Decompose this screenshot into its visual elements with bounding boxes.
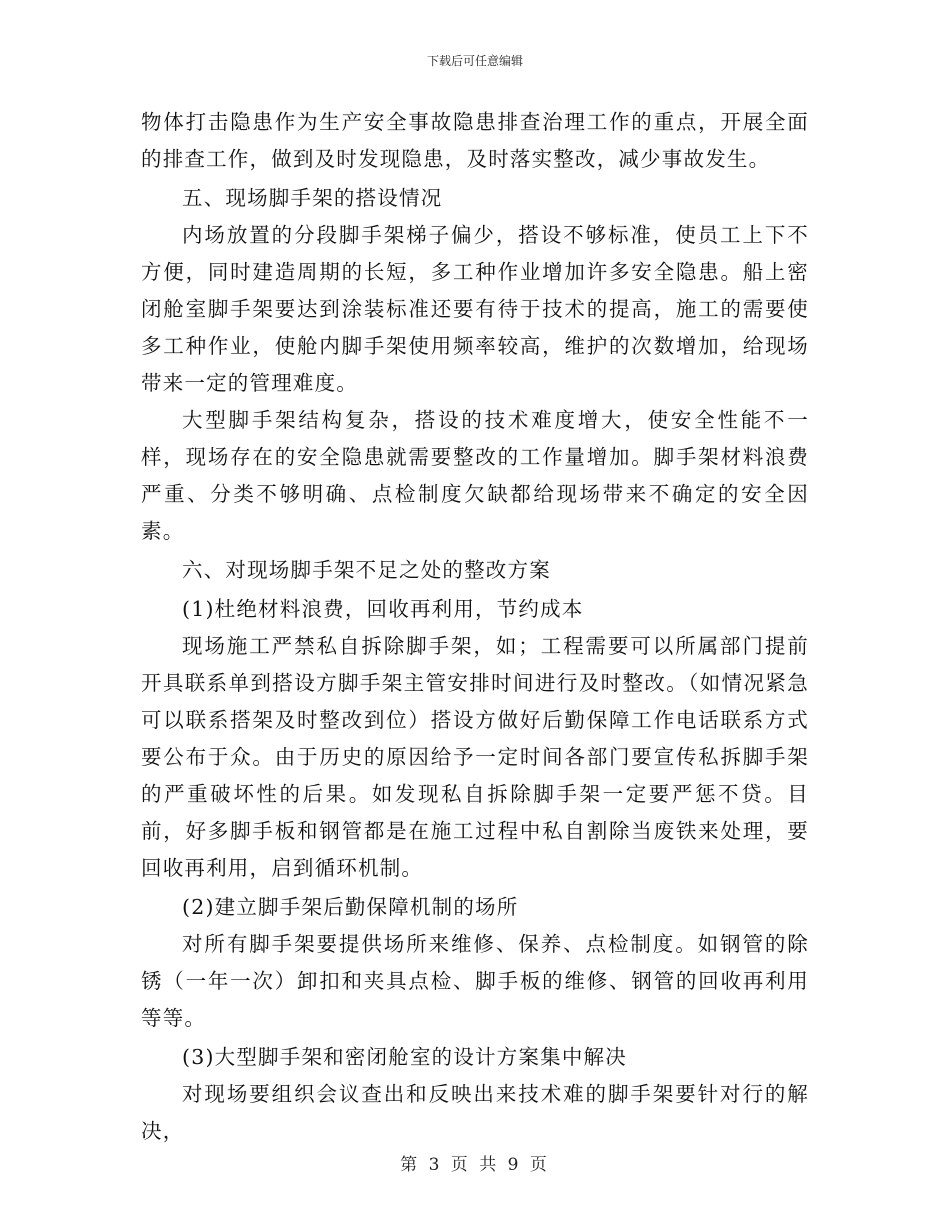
paragraph-intro-continuation: 物体打击隐患作为生产安全事故隐患排查治理工作的重点，开展全面的排查工作，做到及时发现隐患，及时落实整改，减少事故发生。 [141,110,809,171]
paragraph-logistics-mechanism: 对所有脚手架要提供场所来维修、保养、点检制度。如钢管的除锈（一年一次）卸扣和夹具点检、脚手板的维修、钢管的回收再利用等等。 [141,932,809,1030]
section-heading-5: 五、现场脚手架的搭设情况 [182,186,443,210]
section-heading-6: 六、对现场脚手架不足之处的整改方案 [182,558,551,582]
page-number: 第 3 页 共 9 页 [400,1155,550,1175]
subheading-2: (2)建立脚手架后勤保障机制的场所 [182,895,519,919]
page-header: 下载后可任意编辑 [426,54,523,68]
paragraph-scaffold-status-1: 内场放置的分段脚手架梯子偏少，搭设不够标准，使员工上下不方便，同时建造周期的长短，多工种作业增加许多安全隐患。船上密闭舱室脚手架要达到涂装标准还要有待于技术的提高，施工的需要使多工种作业，使舱内脚手架使用频率较高，维护的次数增加，给现场带来一定的管理难度。 [141,223,809,395]
document-body [141,104,809,1150]
subheading-3: (3)大型脚手架和密闭舱室的设计方案集中解决 [182,1045,627,1069]
paragraph-design-solutions: 对现场要组织会议查出和反映出来技术难的脚手架要针对行的解决， [141,1082,809,1143]
subheading-1: (1)杜绝材料浪费，回收再利用，节约成本 [182,597,584,621]
paragraph-scaffold-status-2: 大型脚手架结构复杂，搭设的技术难度增大，使安全性能不一样，现场存在的安全隐患就需要整改的工作量增加。脚手架材料浪费严重、分类不够明确、点检制度欠缺都给现场带来不确定的安全因素。 [141,408,809,543]
paragraph-waste-prevention: 现场施工严禁私自拆除脚手架，如；工程需要可以所属部门提前开具联系单到搭设方脚手架主管安排时间进行及时整改。（如情况紧急可以联系搭架及时整改到位）搭设方做好后勤保障工作电话联系方式要公布于众。由于历史的原因给予一定时间各部门要宣传私拆脚手架的严重破坏性的后果。如发现私自拆除脚手架一定要严惩不贷。目前，好多脚手板和钢管都是在施工过程中私自割除当废铁来处理，要回收再利用，启到循环机制。 [141,634,809,880]
